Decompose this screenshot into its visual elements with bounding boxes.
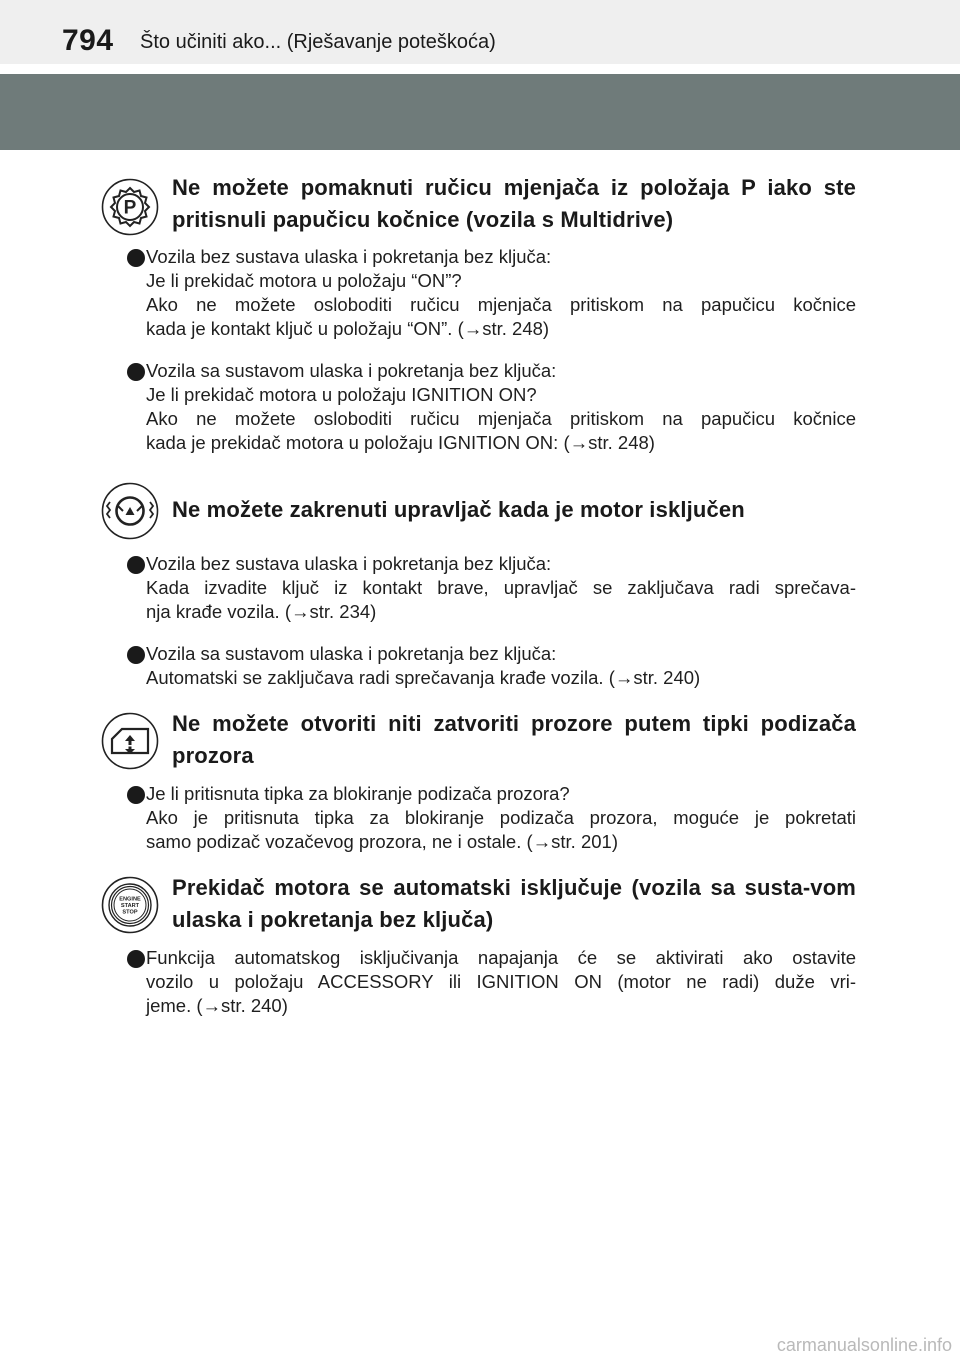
bullet — [127, 363, 145, 381]
list-item — [146, 359, 856, 455]
text-line: kada je kontakt ključ u položaju “ON”. (→str. 248) — [146, 318, 550, 339]
section-title: Ne možete pomaknuti ručicu mjenjača iz položaja P iako ste pritisnuli papučicu kočnice (vozila s Multidrive) — [172, 175, 856, 232]
list-item — [146, 782, 856, 854]
text-line: kada je prekidač motora u položaju IGNITION ON: (→str. 248) — [146, 432, 655, 453]
bullet — [127, 249, 145, 267]
chapter-title: Što učiniti ako... (Rješavanje poteškoća) — [140, 31, 496, 53]
text-line: Vozila bez sustava ulaska i pokretanja bez ključa: — [146, 553, 552, 574]
list-item — [146, 552, 856, 624]
section-title: Ne možete otvoriti niti zatvoriti prozore putem tipki podizača prozora — [172, 711, 856, 768]
shift-lock-p-icon — [101, 178, 159, 236]
power-window-switch-icon — [101, 712, 159, 770]
section-title: Prekidač motora se automatski isključuje (vozila sa susta-vom ulaska i pokretanja bez ključa) — [172, 875, 856, 932]
list-item — [146, 946, 856, 1018]
text-line: Vozila sa sustavom ulaska i pokretanja bez ključa: — [146, 643, 557, 664]
svg-text:P: P — [123, 197, 137, 219]
text-line: Kada izvadite ključ iz kontakt brave, upravljač se zaključava radi sprečava- — [146, 577, 856, 598]
text-line: Automatski se zaključava radi sprečavanja krađe vozila. (→str. 240) — [146, 667, 701, 688]
engine-start-stop-button-icon — [101, 876, 159, 934]
bullet — [127, 950, 145, 968]
text-line: Je li pritisnuta tipka za blokiranje podizača prozora? — [146, 783, 570, 804]
text-line: Vozila sa sustavom ulaska i pokretanja bez ključa: — [146, 360, 557, 381]
list-item — [146, 245, 856, 341]
section-title: Ne možete zakrenuti upravljač kada je motor isključen — [172, 497, 745, 522]
text-line: Ako je pritisnuta tipka za blokiranje podizača prozora, moguće je pokretati — [146, 807, 856, 828]
text-line: Funkcija automatskog isključivanja napajanja će se aktivirati ako ostavite — [146, 947, 856, 968]
text-line: nja krađe vozila. (→str. 234) — [146, 601, 377, 622]
text-line: jeme. (→str. 240) — [146, 995, 288, 1016]
text-line: samo podizač vozačevog prozora, ne i ostale. (→str. 201) — [146, 831, 618, 852]
text-line: vozilo u položaju ACCESSORY ili IGNITION ON (motor ne radi) duže vri- — [146, 971, 856, 992]
engine-label: ENGINE — [119, 896, 141, 903]
text-line: Ako ne možete osloboditi ručicu mjenjača pritiskom na papučicu kočnice — [146, 294, 856, 315]
steering-lock-icon — [101, 482, 159, 540]
section-banner — [0, 74, 960, 150]
list-item — [146, 642, 856, 690]
bullet — [127, 646, 145, 664]
text-line: Vozila bez sustava ulaska i pokretanja bez ključa: — [146, 246, 552, 267]
text-line: Je li prekidač motora u položaju “ON”? — [146, 270, 462, 291]
text-line: Ako ne možete osloboditi ručicu mjenjača pritiskom na papučicu kočnice — [146, 408, 856, 429]
bullet — [127, 786, 145, 804]
start-label: START — [120, 903, 140, 909]
stop-label: STOP — [122, 909, 138, 916]
watermark: carmanualsonline.info — [776, 1335, 952, 1355]
text-line: Je li prekidač motora u položaju IGNITION ON? — [146, 384, 537, 405]
bullet — [127, 556, 145, 574]
page-number: 794 — [62, 24, 114, 57]
